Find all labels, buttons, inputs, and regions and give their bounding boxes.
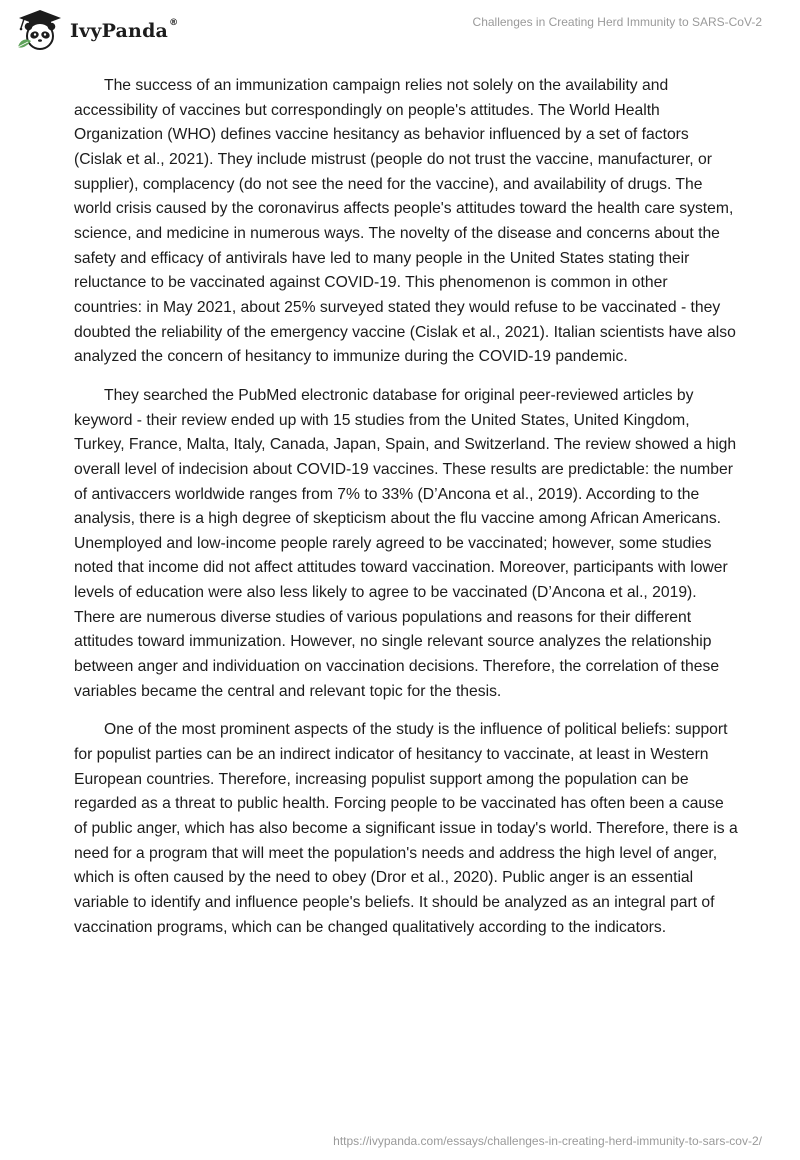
brand-name-text: IvyPanda — [70, 20, 169, 42]
paragraph-3: One of the most prominent aspects of the study is the influence of political beliefs: support for populist parties can be an indirect indicator of hesitancy to vaccinate, at least in Western European countries. Therefore, increasing populist support among the population can be regarded as a threat to public health. Forcing people to be vaccinated has often been a cause of public anger, which has also become a significant issue in today's world. Therefore, there is a need for a program that will meet the population's needs and address the high level of anger, which is often caused by the need to obey (Dror et al., 2020). Public anger is an essential variable to identify and influence people's beliefs. It should be analyzed as an integral part of vaccination programs, which can be changed qualitatively according to the indicators. — [74, 721, 738, 936]
paragraph-1: The success of an immunization campaign relies not solely on the availability and accessibility of vaccines but correspondingly on people's attitudes. The World Health Organization (WHO) defines vaccine hesitancy as behavior influenced by a set of factors (Cislak et al., 2021). They include mistrust (people do not trust the vaccine, manufacturer, or supplier), complacency (do not see the need for the vaccine), and availability of drugs. The world crisis caused by the coronavirus affects people's attitudes toward the health care system, science, and medicine in numerous ways. The novelty of the disease and concerns about the safety and efficacy of antivirals have led to many people in the United States stating their reluctance to be vaccinated against COVID-19. This phenomenon is common in other countries: in May 2021, about 25% surveyed stated they would refuse to be vaccinated - they doubted the reliability of the emergency vaccine (Cislak et al., 2021). Italian scientists have also analyzed the concern of hesitancy to immunize during the COVID-19 pandemic. — [74, 77, 736, 366]
brand-name — [70, 20, 178, 42]
ivypanda-logo[interactable] — [14, 8, 178, 52]
panda-graduate-logo-icon — [14, 8, 64, 52]
source-url-link[interactable]: https://ivypanda.com/essays/challenges-in-creating-herd-immunity-to-sars-cov-2/ — [333, 1134, 762, 1148]
registered-mark: ® — [169, 18, 179, 28]
essay-body — [74, 74, 738, 954]
document-title: Challenges in Creating Herd Immunity to SARS-CoV-2 — [472, 15, 762, 29]
paragraph-2: They searched the PubMed electronic database for original peer-reviewed articles by keyword - their review ended up with 15 studies from the United States, United Kingdom, Turkey, France, Malta, Italy, Canada, Japan, Spain, and Switzerland. The review showed a high overall level of indecision about COVID-19 vaccines. These results are predictable: the number of antivaccers worldwide ranges from 7% to 33% (D’Ancona et al., 2019). According to the analysis, there is a high degree of skepticism about the flu vaccine among African Americans. Unemployed and low-income people rarely agreed to be vaccinated; however, some studies noted that income did not affect attitudes toward vaccination. Moreover, participants with lower levels of education were also less likely to agree to be vaccinated (D’Ancona et al., 2019). There are numerous diverse studies of various populations and reasons for their different attitudes toward immunization. However, no single relevant source analyzes the relationship between anger and individuation on vaccination decisions. Therefore, the correlation of these variables became the central and relevant topic for the thesis. — [74, 386, 737, 700]
page-header — [0, 0, 800, 60]
